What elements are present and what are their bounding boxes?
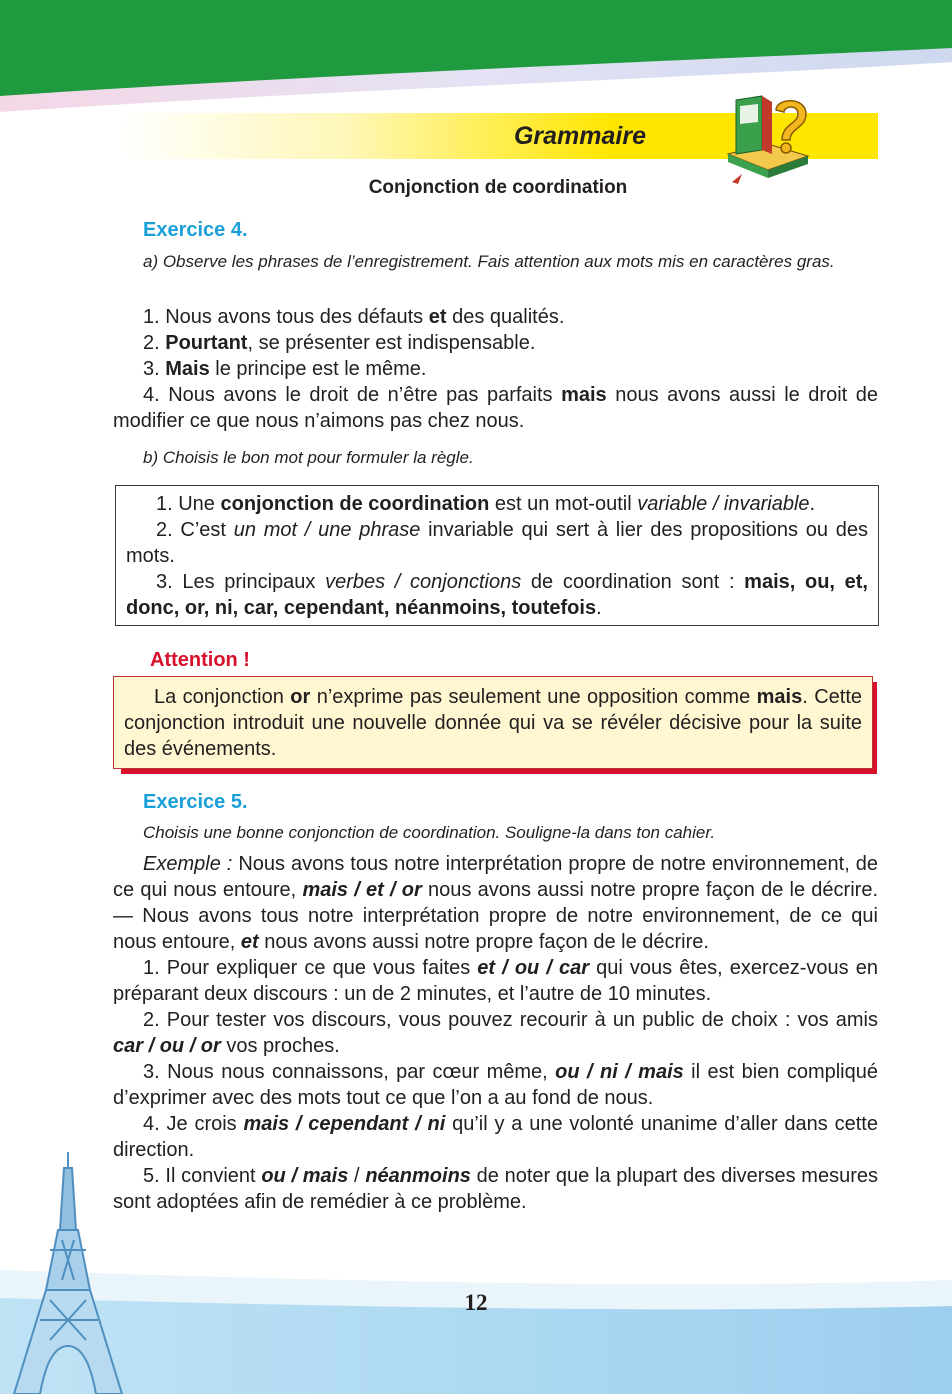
rule-3: 3. Les principaux verbes / conjonctions de coordination sont : mais, ou, et, donc, or, ni, car, cependant, néanmoins, toutefois. [126,571,868,619]
exercise-5-instruction: Choisis une bonne conjonction de coordination. Souligne-la dans ton cahier. [143,823,716,842]
exercise-4-instruction-b: b) Choisis le bon mot pour formuler la règle. [143,448,474,467]
exercise-4-sentences [113,304,878,434]
example: Exemple : Nous avons tous notre interprétation propre de notre environnement, de ce qui nous entoure, mais / et / or nous avons aussi notre propre façon de le décrire. — Nous avons tous notre interprétation propre de notre environnement, de ce qui nous entoure, et nous avons aussi notre propre façon de le décrire. [113,853,878,953]
page-number: 12 [464,1290,488,1315]
item-2: 2. Pour tester vos discours, vous pouvez recourir à un public de choix : vos amis car / ou / or vos proches. [113,1009,878,1057]
item-5: 5. Il convient ou / mais / néanmoins de noter que la plupart des diverses mesures sont adoptées afin de remédier à ce problème. [113,1165,878,1213]
exercise-4-title: Exercice 4. [143,219,248,241]
item-1: 1. Pour expliquer ce que vous faites et / ou / car qui vous êtes, exercez-vous en préparant deux discours : un de 2 minutes, et l’autre de 10 minutes. [113,957,878,1005]
rule-box [115,485,879,626]
books-question-mark-icon [722,92,814,186]
lesson-subtitle: Conjonction de coordination [368,177,628,198]
sentence-2: 2. Pourtant, se présenter est indispensable. [143,332,536,354]
rule-2: 2. C’est un mot / une phrase invariable qui sert à lier des propositions ou des mots. [126,519,869,567]
attention-text: La conjonction or n’exprime pas seulement une opposition comme mais. Cette conjonction introduit une nouvelle donnée qui va se révéler décisive pour la suite des événements. [124,686,863,760]
rule-1: 1. Une conjonction de coordination est un mot-outil variable / invariable. [156,493,816,515]
attention-title: Attention ! [150,649,250,671]
attention-box [113,676,873,769]
item-3: 3. Nous nous connaissons, par cœur même, ou / ni / mais il est bien compliqué d’exprimer avec des mots tout ce que l’on a au fond de nous. [113,1061,878,1109]
sentence-1: 1. Nous avons tous des défauts et des qualités. [143,306,565,328]
bottom-banner [0,1240,952,1394]
exercise-5-items [113,851,878,1215]
item-4: 4. Je crois mais / cependant / ni qu’il y a une volonté unanime d’aller dans cette direction. [113,1113,878,1161]
exercise-5-title: Exercice 5. [143,791,248,813]
sentence-4: 4. Nous avons le droit de n’être pas parfaits mais nous avons aussi le droit de modifier ce que nous n’aimons pas chez nous. [113,384,878,432]
sentence-3: 3. Mais le principe est le même. [143,358,427,380]
exercise-4-instruction-a: a) Observe les phrases de l’enregistrement. Fais attention aux mots mis en caractères gras. [143,252,835,271]
eiffel-tower-icon [10,1150,130,1394]
section-title: Grammaire [513,122,646,150]
